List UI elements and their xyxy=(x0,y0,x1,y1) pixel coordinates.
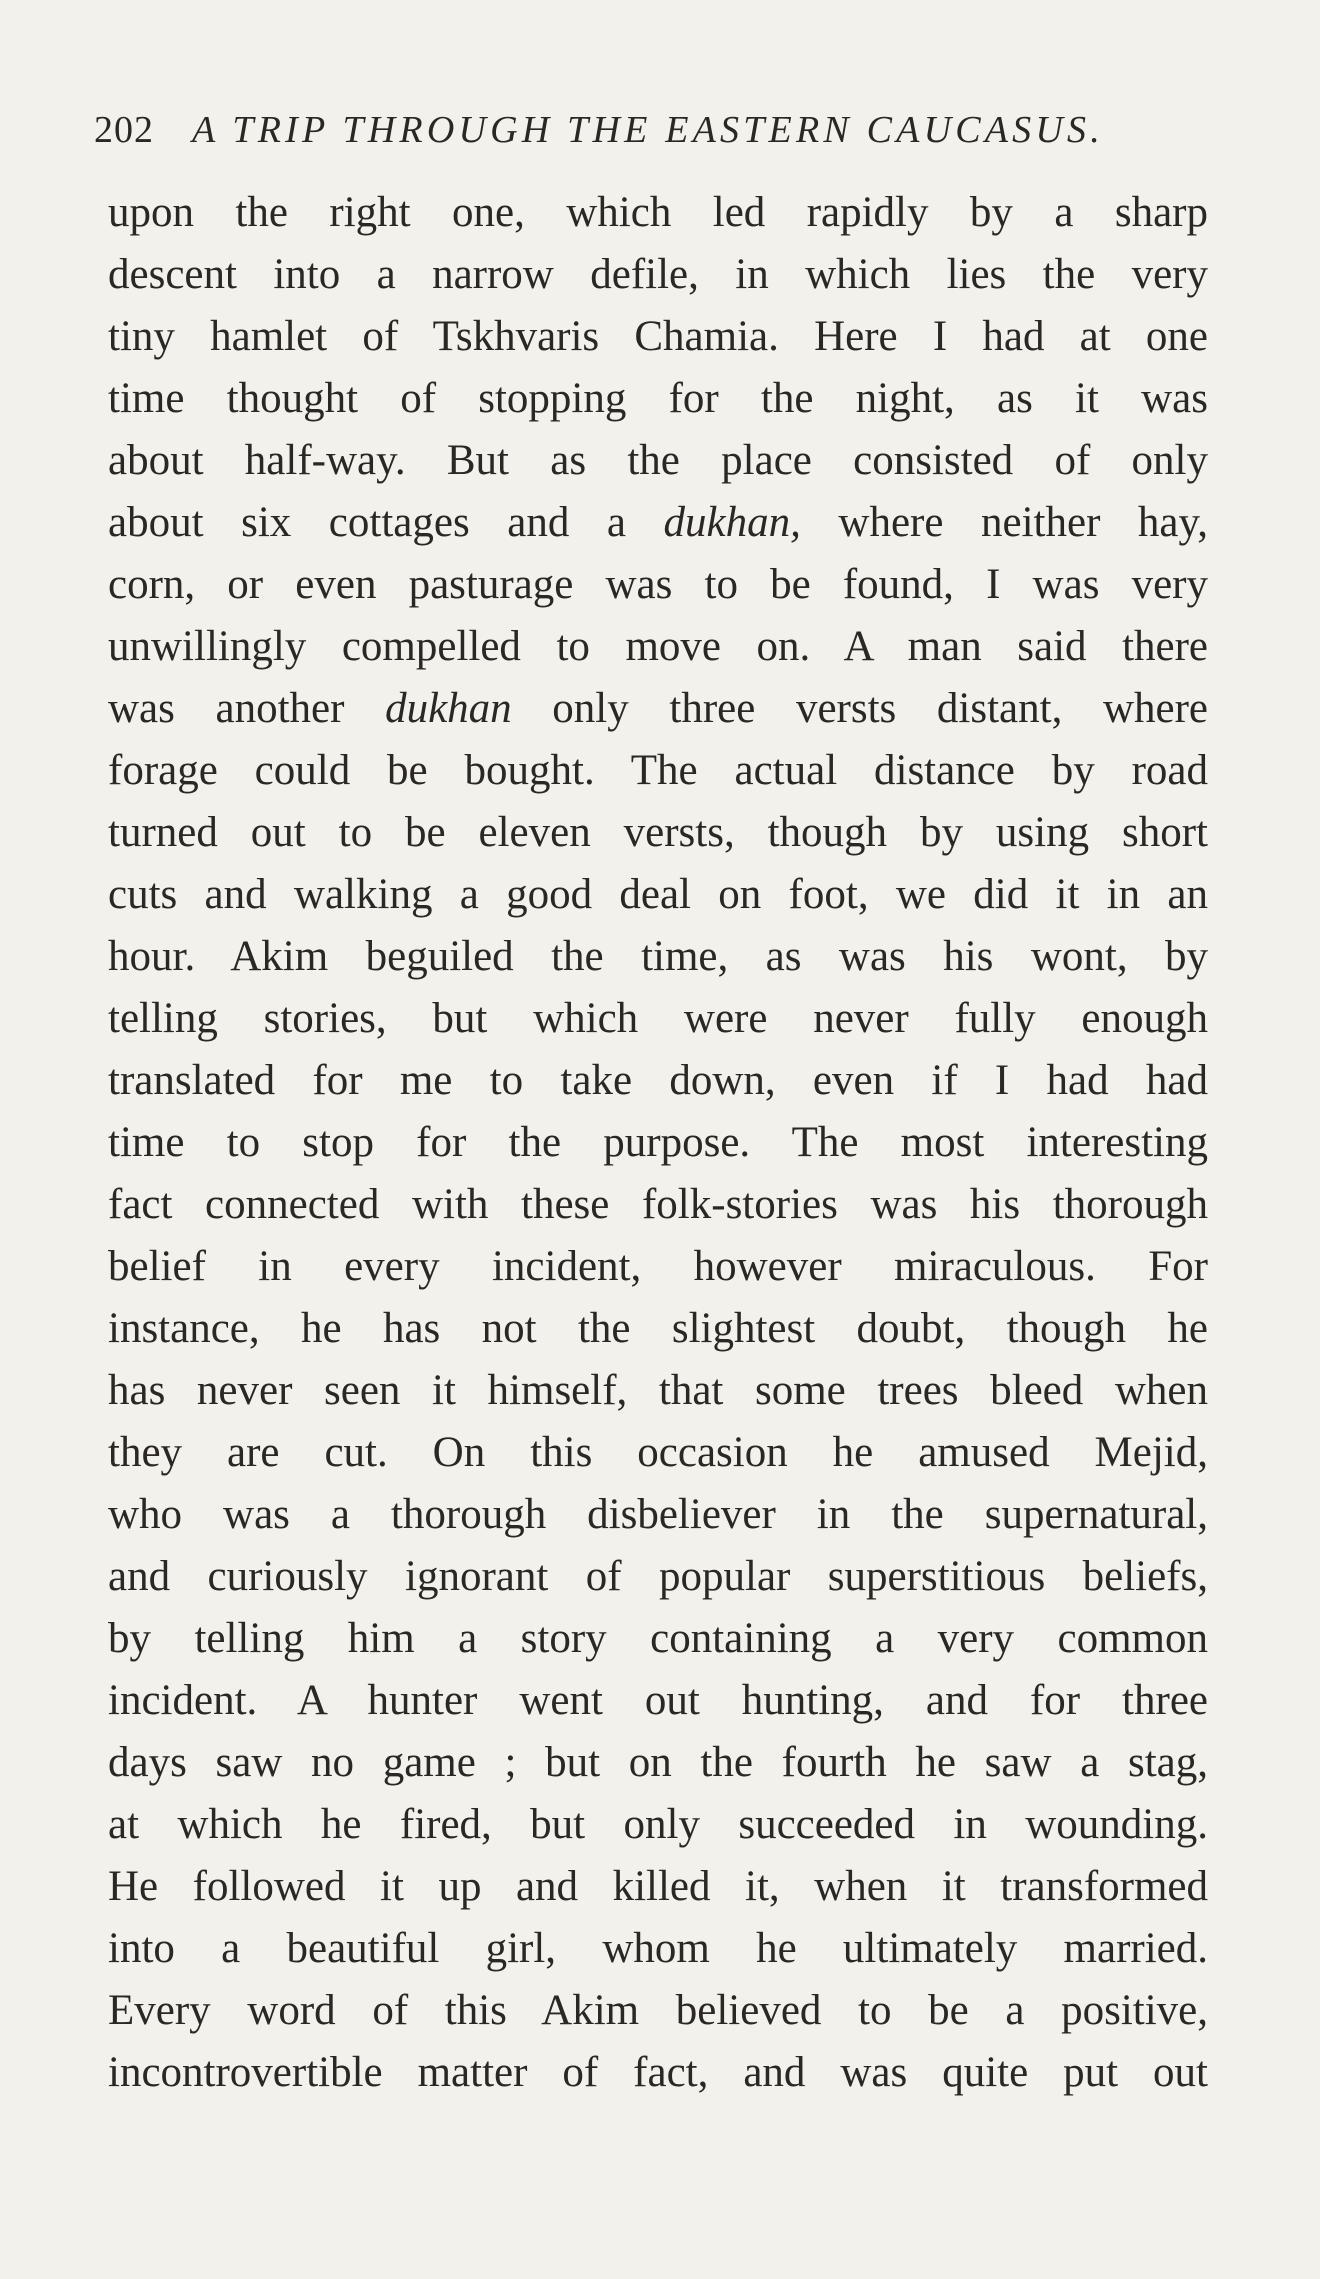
text-line: hour. Akim beguiled the time, as was his wont, by xyxy=(108,933,1208,980)
text-line: upon the right one, which led rapidly by a sharp xyxy=(108,189,1208,236)
running-title: A TRIP THROUGH THE EASTERN CAUCASUS. xyxy=(192,109,1104,151)
text-line: turned out to be eleven versts, though by using short xyxy=(108,809,1208,856)
text-line: cuts and walking a good deal on foot, we did it in an xyxy=(108,871,1208,918)
text-line xyxy=(108,492,1208,554)
text-line: tiny hamlet of Tskhvaris Chamia. Here I had at one xyxy=(108,313,1208,360)
italic-word: dukhan xyxy=(385,685,512,732)
running-head xyxy=(94,100,1214,160)
text-segment: where neither hay, xyxy=(800,499,1208,546)
text-line: incident. A hunter went out hunting, and for three xyxy=(108,1677,1208,1724)
text-line: time thought of stopping for the night, as it was xyxy=(108,375,1208,422)
text-line: Every word of this Akim believed to be a positive, xyxy=(108,1987,1208,2034)
text-line: has never seen it himself, that some trees bleed when xyxy=(108,1367,1208,1414)
text-line: days saw no game ; but on the fourth he saw a stag, xyxy=(108,1739,1208,1786)
text-line: who was a thorough disbeliever in the supernatural, xyxy=(108,1491,1208,1538)
text-line: fact connected with these folk-stories was his thorough xyxy=(108,1181,1208,1228)
text-line: forage could be bought. The actual distance by road xyxy=(108,747,1208,794)
page-number: 202 xyxy=(94,109,154,151)
italic-word: dukhan, xyxy=(663,499,801,546)
text-line: and curiously ignorant of popular superstitious beliefs, xyxy=(108,1553,1208,1600)
text-line: instance, he has not the slightest doubt, though he xyxy=(108,1305,1208,1352)
text-segment: only three versts distant, where xyxy=(511,685,1208,732)
text-line: at which he fired, but only succeeded in wounding. xyxy=(108,1801,1208,1848)
text-line: about half-way. But as the place consisted of only xyxy=(108,437,1208,484)
text-line: corn, or even pasturage was to be found, I was very xyxy=(108,561,1208,608)
text-line: belief in every incident, however miraculous. For xyxy=(108,1243,1208,1290)
text-line xyxy=(108,678,1208,740)
text-line: incontrovertible matter of fact, and was quite put out xyxy=(108,2049,1208,2096)
text-segment: about six cottages and a xyxy=(108,499,664,546)
text-line: into a beautiful girl, whom he ultimately married. xyxy=(108,1925,1208,1972)
text-line: they are cut. On this occasion he amused Mejid, xyxy=(108,1429,1208,1476)
text-line: by telling him a story containing a very common xyxy=(108,1615,1208,1662)
text-segment: was another xyxy=(108,685,386,732)
text-line: time to stop for the purpose. The most interesting xyxy=(108,1119,1208,1166)
text-line: telling stories, but which were never fully enough xyxy=(108,995,1208,1042)
text-line: He followed it up and killed it, when it transformed xyxy=(108,1863,1208,1910)
text-line: descent into a narrow defile, in which lies the very xyxy=(108,251,1208,298)
text-line: unwillingly compelled to move on. A man said there xyxy=(108,623,1208,670)
text-line: translated for me to take down, even if I had had xyxy=(108,1057,1208,1104)
body-text xyxy=(108,182,1208,2104)
